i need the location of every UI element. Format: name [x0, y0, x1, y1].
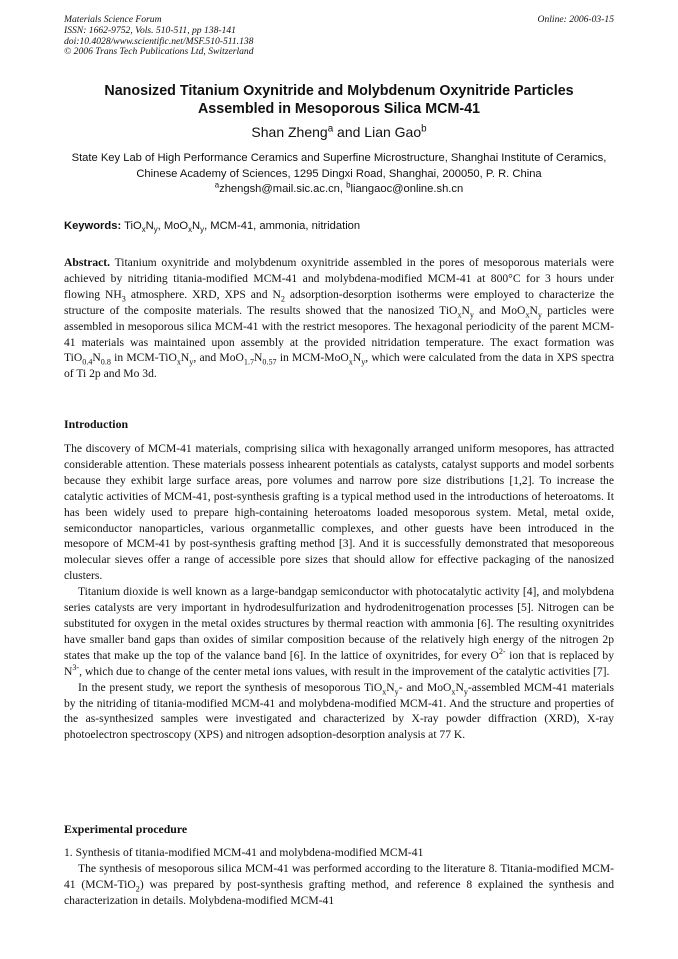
sub: x: [525, 310, 530, 320]
sub: x: [451, 686, 456, 696]
sub: 0.57: [262, 357, 277, 367]
abstract-text: in MCM-MoO: [276, 351, 349, 365]
sub: y: [200, 225, 205, 235]
exp-paragraph-1: [64, 861, 614, 909]
abstract-text: N: [461, 303, 470, 317]
sub: 2: [135, 884, 140, 894]
abstract-text: N: [92, 351, 101, 365]
section-heading-introduction: Introduction: [64, 417, 129, 431]
kw-sep: ,: [157, 220, 164, 232]
exp-text: ) was prepared by post-synthesis grafting method, and reference 8 explained the synthesis and characterization in details. Molybdena-modified MCM-41: [64, 877, 614, 907]
kw-part: N: [192, 220, 201, 232]
intro-text: - and MoO: [398, 680, 452, 694]
affiliation: State Key Lab of High Performance Ceramics and Superfine Microstructure, Shanghai Institute of Ceramics, Chinese Academy of Sciences, 1295 Dingxi Road, Shanghai, 200050, P. R. China: [71, 152, 607, 180]
abstract-text: , and MoO: [193, 351, 244, 365]
abstract-text: atmosphere. XRD, XPS and N: [125, 287, 281, 301]
sub: y: [394, 686, 399, 696]
intro-text: N: [386, 680, 395, 694]
title-line-2: Assembled in Mesoporous Silica MCM-41: [197, 101, 481, 117]
author-2: Lian Gao: [364, 124, 422, 140]
abstract-text: and MoO: [473, 303, 526, 317]
abstract-text: , which were calculated from the data in XPS spectra of Ti 2p and Mo 3d.: [64, 351, 614, 381]
keywords-label: Keywords:: [64, 220, 122, 232]
keyword-mooxny: MoO: [163, 220, 189, 232]
sub: x: [348, 357, 353, 367]
keywords: [64, 220, 614, 235]
copyright: © 2006 Trans Tech Publications Ltd, Switzerland: [64, 46, 254, 58]
abstract: [64, 255, 614, 382]
abstract-text: N: [180, 351, 190, 365]
abstract-text: N: [529, 303, 538, 317]
abstract-label: Abstract.: [64, 256, 111, 269]
intro-text: , which due to change of the center metal ions values, with result in the improvement of the catalytic activities [7].: [79, 664, 610, 678]
abstract-text: Titanium oxynitride and molybdenum oxynitride assembled in the pores of mesoporous materials were achieved by nitriding titania-modified MCM-41 and molybdena-modified MCM-41 at 800°C for 3 hours under flowing NH: [64, 256, 614, 301]
intro-text: In the present study, we report the synthesis of mesoporous TiO: [78, 680, 383, 694]
sub: y: [189, 357, 194, 367]
sub: x: [457, 310, 462, 320]
intro-paragraph-3: [64, 680, 614, 744]
author-2-mark: b: [421, 123, 427, 135]
kw-part: N: [145, 220, 154, 232]
online-date: Online: 2006-03-15: [537, 14, 614, 25]
abstract-text: adsorption-desorption isotherms were employed to characterize the structure of the composite materials. The results showed that the nanosized TiO: [64, 287, 614, 317]
title-line-1: Nanosized Titanium Oxynitride and Molybdenum Oxynitride Particles: [104, 83, 574, 99]
introduction: [64, 441, 614, 743]
keyword-tioxny: TiO: [124, 220, 142, 232]
sub: 0.8: [100, 357, 111, 367]
intro-text: -assembled MCM-41 materials by the nitriding of titania-modified MCM-41 and molybdena-modified MCM-41. And the structure and properties of the as-synthesized samples were investigated and characterized by X-ray powder diffraction (XRD), X-ray photoelectron spectroscopy (XPS) and nitrogen adsoption-desorption analysis at 77 K.: [64, 680, 614, 742]
email-1[interactable]: zhengsh@mail.sic.ac.cn,: [219, 183, 347, 195]
intro-text: N: [455, 680, 464, 694]
sup: 3-: [72, 662, 80, 672]
email-1-mark: a: [214, 180, 220, 190]
paper-title: [40, 82, 638, 118]
author-and: and: [333, 124, 365, 140]
sup: 2-: [498, 646, 506, 656]
sub: 0.4: [82, 357, 93, 367]
section-heading-experimental: Experimental procedure: [64, 822, 188, 836]
subsection-heading: 1. Synthesis of titania-modified MCM-41 and molybdena-modified MCM-41: [64, 846, 424, 859]
abstract-text: particles were assembled in mesoporous silica MCM-41 with the restrict mesopores. The hexagonal periodicity of the parent MCM-41 materials was maintained upon assembly at the provided nitridation temperature. The exact formation was TiO: [64, 303, 615, 365]
emails: [64, 180, 614, 195]
sub: x: [141, 225, 146, 235]
journal-name: Materials Science Forum: [64, 14, 162, 25]
keywords-rest: , MCM-41, ammonia, nitridation: [204, 220, 361, 232]
exp-text: The synthesis of mesoporous silica MCM-41 was performed according to the literature 8. Titania-modified MCM-41 (MCM-TiO: [64, 861, 614, 891]
journal-header: [64, 15, 254, 58]
intro-paragraph-1: The discovery of MCM-41 materials, comprising silica with hexagonally arranged uniform mesopores, has attracted considerable attention. These materials possess inhearent potentials as catalysts, catalyst supports and model sorbents because they exhibit large surface areas, pore volumes and narrow pore size distributions [1,2]. To increase the catalytic activities of MCM-41, post-synthesis grafting is a typical method used in the introductions of heteroatoms. It has been widely used to prepare high-containing heteroatoms loaded mesoporous system. Metal, metal oxide, semiconductor nanoparticles, various organmetallic complexes, and other guests have been introduced in the mesopore of MCM-41 by post-synthesis grafting method [3]. And it is successfully demonstrated that mesoporeous molecular sieves offer a range of accessible pore sizes that should allow for effective packaging of the nanosized clusters.: [64, 442, 614, 583]
sub: 2: [280, 294, 285, 304]
sub: 1.7: [243, 357, 255, 367]
sub: y: [537, 310, 542, 320]
doi: doi:10.4028/www.scientific.net/MSF.510-511.138: [64, 35, 254, 47]
intro-text: Titanium dioxide is well known as a large-bandgap semiconductor with photocatalytic activity [4], and molybdena series catalysts are very important in hydrodesulfurization and hydrodenitrogenation processes [5]. Nitrogen can be substituted for oxygen in the metal oxides structures by thermal reaction with ammonia [6]. The resulting oxynitrides have smaller band gaps than oxides of similar composition because of the relatively high energy of the nitrogen 2p states that make up the top of the valance band [6]. In the lattice of oxynitrides, for every O: [64, 585, 614, 662]
intro-text: ion that is replaced by N: [64, 648, 615, 678]
abstract-text: N: [352, 351, 362, 365]
sub: x: [176, 357, 181, 367]
intro-paragraph-2: [64, 584, 614, 679]
email-2-mark: b: [346, 180, 351, 190]
email-2[interactable]: liangaoc@online.sh.cn: [350, 183, 464, 195]
sub: y: [469, 310, 474, 320]
sub: 3: [121, 294, 126, 304]
authors: [40, 124, 638, 140]
experimental: [64, 845, 614, 909]
sub: y: [153, 225, 158, 235]
sub: x: [382, 686, 387, 696]
author-1: Shan Zheng: [251, 124, 328, 140]
sub: y: [361, 357, 366, 367]
sub: x: [188, 225, 193, 235]
abstract-text: N: [254, 351, 263, 365]
issn: ISSN: 1662-9752, Vols. 510-511, pp 138-141: [64, 24, 236, 36]
abstract-text: in MCM-TiO: [110, 351, 177, 365]
author-1-mark: a: [327, 123, 334, 135]
sub: y: [463, 686, 468, 696]
